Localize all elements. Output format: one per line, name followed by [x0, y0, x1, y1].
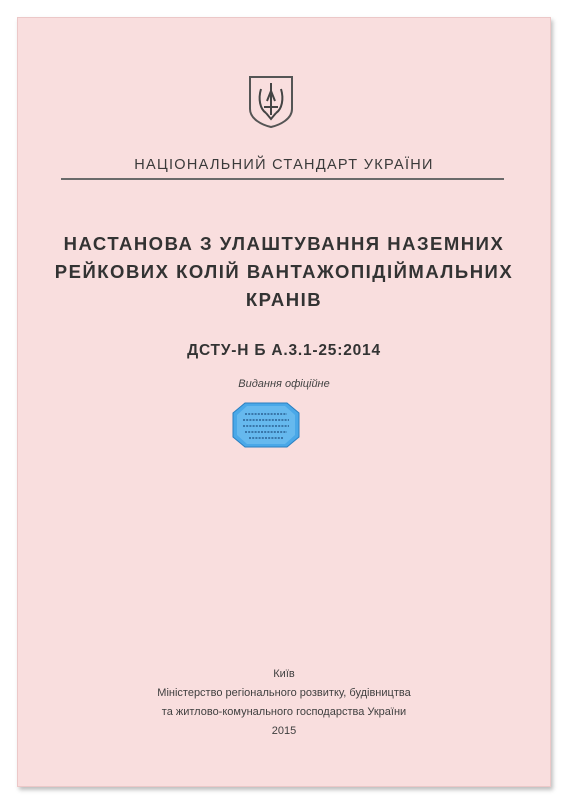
publication-city: Київ [273, 668, 295, 680]
publication-info [17, 665, 551, 741]
document-cover [17, 17, 551, 787]
hologram-seal-icon [231, 401, 301, 449]
title-line-1: НАСТАНОВА З УЛАШТУВАННЯ НАЗЕМНИХ [63, 233, 505, 254]
header-divider [61, 178, 504, 180]
publication-year: 2015 [271, 725, 297, 737]
standard-series-label: НАЦІОНАЛЬНИЙ СТАНДАРТ УКРАЇНИ [134, 157, 434, 173]
publisher-line-2: та житлово-комунального господарства України [161, 706, 407, 718]
document-title [17, 230, 551, 314]
trident-coat-of-arms-icon [244, 73, 298, 129]
standard-designation: ДСТУ-Н Б А.3.1-25:2014 [187, 342, 381, 359]
title-line-3: КРАНІВ [245, 289, 323, 310]
title-line-2: РЕЙКОВИХ КОЛІЙ ВАНТАЖОПІДІЙМАЛЬНИХ [54, 261, 514, 282]
official-edition-label: Видання офіційне [238, 378, 330, 390]
publisher-line-1: Міністерство регіонального розвитку, будівництва [157, 687, 411, 699]
